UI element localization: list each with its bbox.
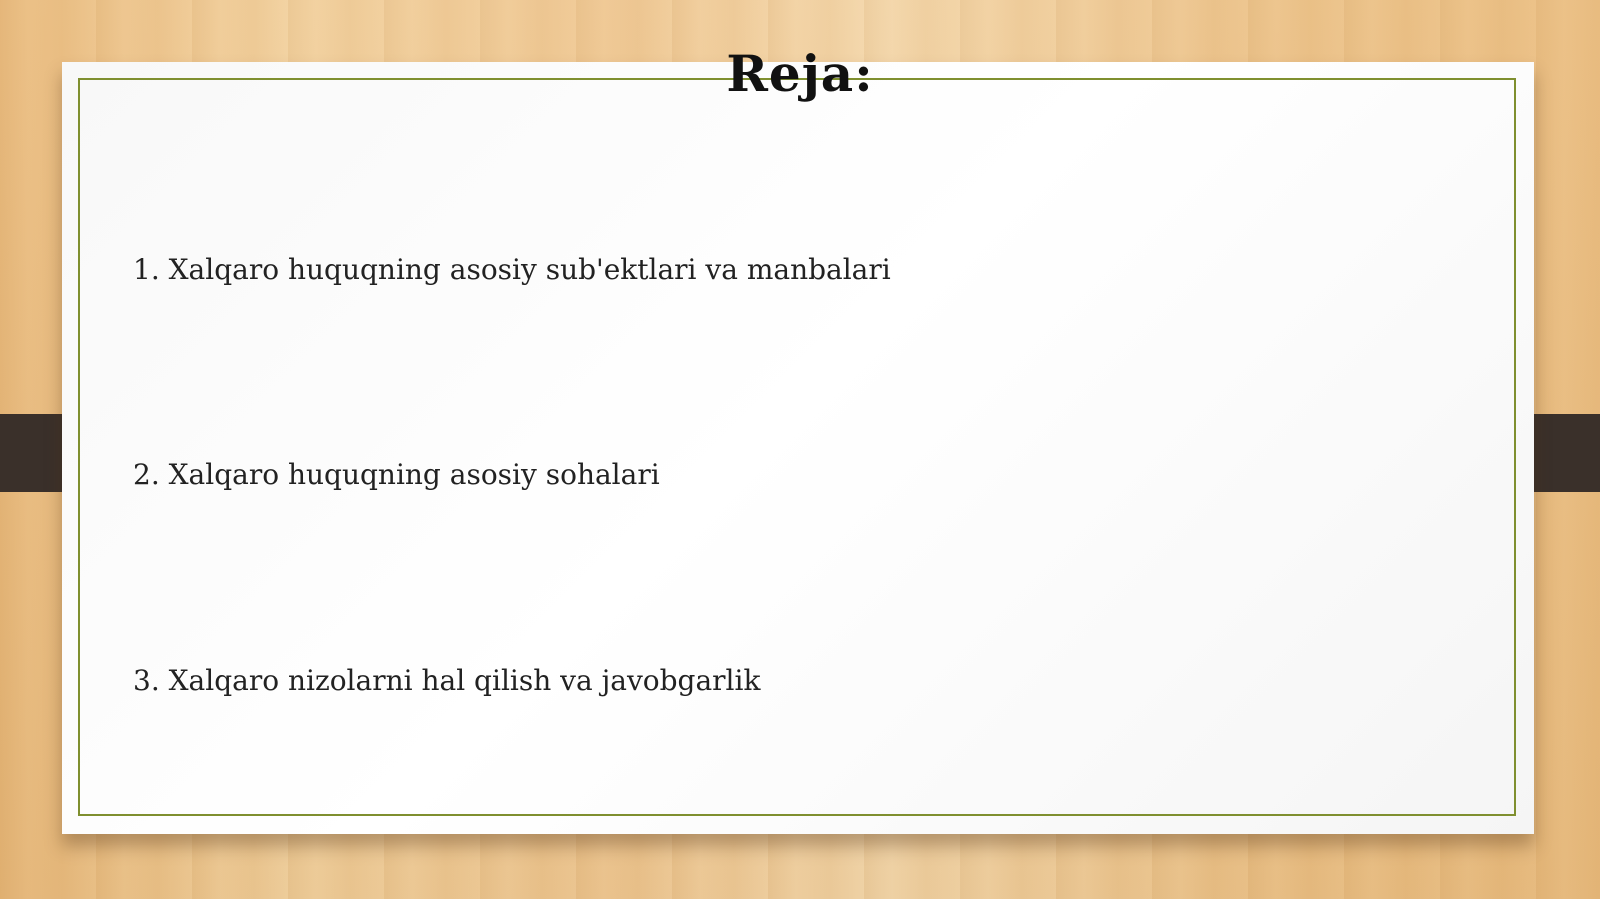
plan-item-1: 1. Xalqaro huquqning asosiy sub'ektlari va manbalari	[133, 253, 891, 286]
plan-item-3: 3. Xalqaro nizolarni hal qilish va javobgarlik	[133, 664, 761, 697]
slide-title: Reja:	[726, 44, 874, 103]
plan-item-2: 2. Xalqaro huquqning asosiy sohalari	[133, 458, 660, 491]
slide-inner-frame	[78, 78, 1516, 816]
slide-card	[62, 62, 1534, 834]
